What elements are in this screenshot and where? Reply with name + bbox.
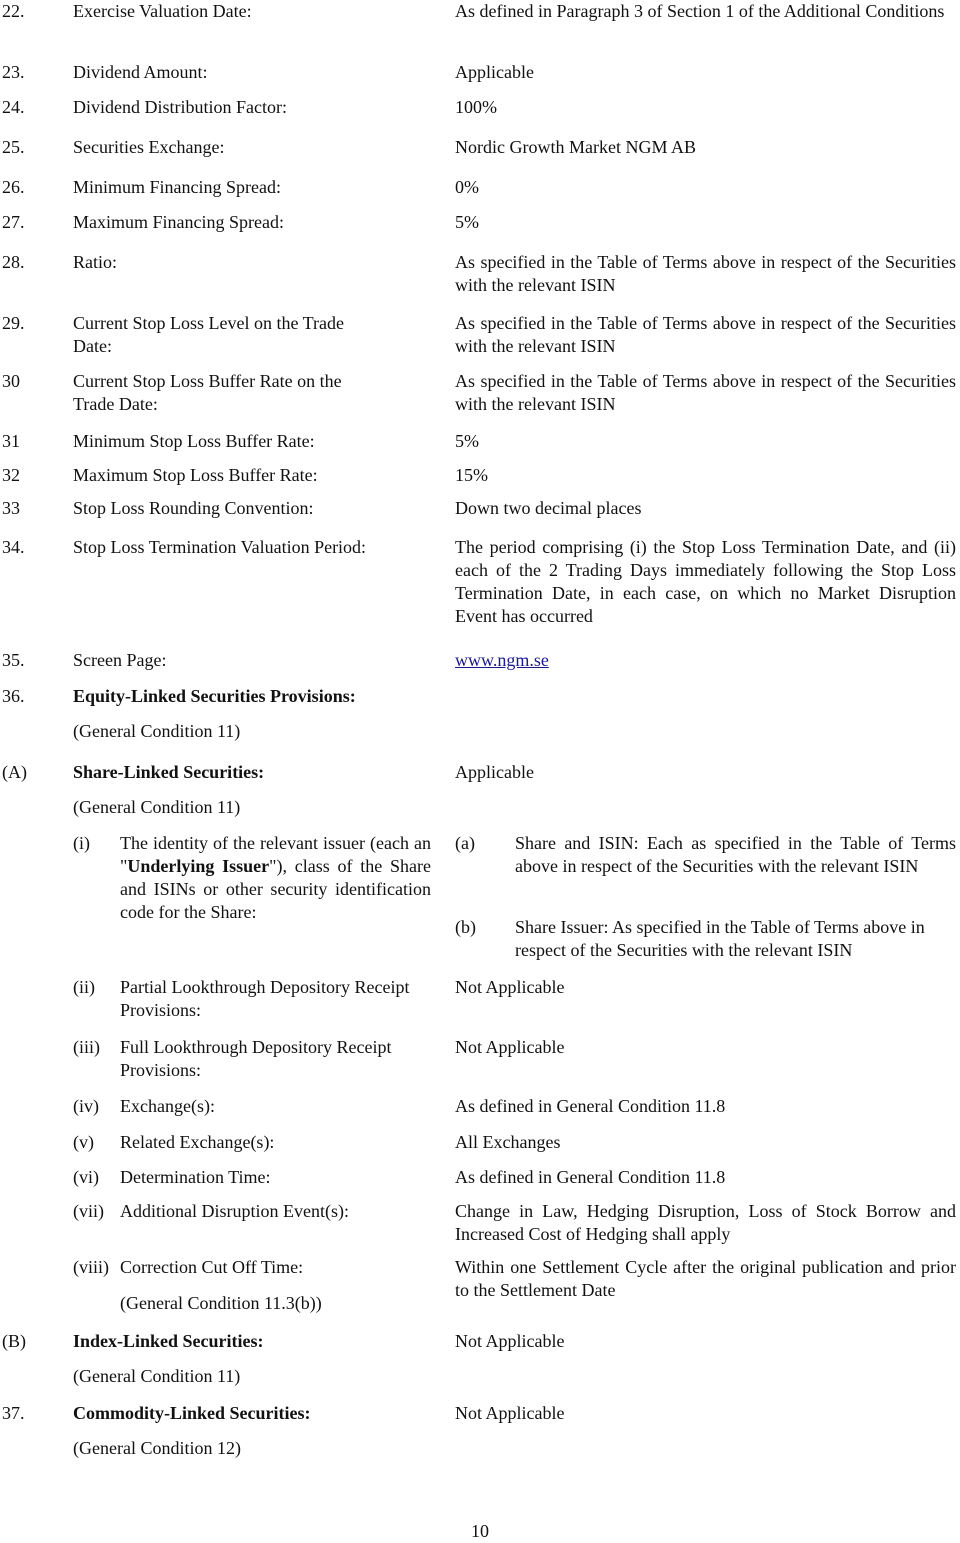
item-26-value: 0% bbox=[455, 177, 479, 197]
item-30-label: Current Stop Loss Buffer Rate on the Trade Date: bbox=[73, 371, 342, 414]
item-36-note: (General Condition 11) bbox=[73, 721, 241, 741]
item-33-label: Stop Loss Rounding Convention: bbox=[73, 498, 314, 518]
item-23-value: Applicable bbox=[455, 62, 534, 82]
sub-ii-value: Not Applicable bbox=[455, 977, 565, 997]
item-25-value: Nordic Growth Market NGM AB bbox=[455, 137, 696, 157]
sub-i-label-bold: Underlying Issuer bbox=[127, 856, 270, 876]
sub-i-label-post: "), class of the Share and ISINs or other security identification code for the Share: bbox=[120, 856, 431, 922]
sub-i-a-number: (a) bbox=[455, 833, 475, 853]
sub-i-b-number: (b) bbox=[455, 917, 476, 937]
item-37-number: 37. bbox=[2, 1403, 25, 1423]
item-35-number: 35. bbox=[2, 650, 25, 670]
item-25-number: 25. bbox=[2, 137, 25, 157]
item-24-label: Dividend Distribution Factor: bbox=[73, 97, 287, 117]
item-36-label: Equity-Linked Securities Provisions: bbox=[73, 686, 356, 706]
item-a-label: Share-Linked Securities: bbox=[73, 762, 265, 782]
item-24-number: 24. bbox=[2, 97, 25, 117]
sub-iv-label: Exchange(s): bbox=[120, 1096, 215, 1116]
item-27-number: 27. bbox=[2, 212, 25, 232]
sub-vii-value: Change in Law, Hedging Disruption, Loss of Stock Borrow and Increased Cost of Hedging shall apply bbox=[455, 1201, 956, 1244]
item-31-number: 31 bbox=[2, 431, 20, 451]
sub-iii-number: (iii) bbox=[73, 1037, 100, 1057]
sub-viii-label: Correction Cut Off Time: bbox=[120, 1257, 304, 1277]
item-28-number: 28. bbox=[2, 252, 25, 272]
item-31-value: 5% bbox=[455, 431, 479, 451]
item-b-number: (B) bbox=[2, 1331, 26, 1351]
item-26-label: Minimum Financing Spread: bbox=[73, 177, 281, 197]
item-32-number: 32 bbox=[2, 465, 20, 485]
sub-vi-value: As defined in General Condition 11.8 bbox=[455, 1167, 726, 1187]
item-34-number: 34. bbox=[2, 537, 25, 557]
sub-vii-number: (vii) bbox=[73, 1201, 104, 1221]
item-34-label: Stop Loss Termination Valuation Period: bbox=[73, 537, 367, 557]
sub-iii-value: Not Applicable bbox=[455, 1037, 565, 1057]
item-33-value: Down two decimal places bbox=[455, 498, 642, 518]
item-32-label: Maximum Stop Loss Buffer Rate: bbox=[73, 465, 318, 485]
item-28-value: As specified in the Table of Terms above in respect of the Securities with the relevant ISIN bbox=[455, 252, 956, 295]
item-23-number: 23. bbox=[2, 62, 25, 82]
item-30-value: As specified in the Table of Terms above in respect of the Securities with the relevant ISIN bbox=[455, 371, 956, 414]
item-32-value: 15% bbox=[455, 465, 488, 485]
sub-v-number: (v) bbox=[73, 1132, 94, 1152]
item-a-value: Applicable bbox=[455, 762, 534, 782]
sub-viii-number: (viii) bbox=[73, 1257, 109, 1277]
item-b-note: (General Condition 11) bbox=[73, 1366, 241, 1386]
sub-i-number: (i) bbox=[73, 833, 90, 853]
item-33-number: 33 bbox=[2, 498, 20, 518]
item-30-number: 30 bbox=[2, 371, 20, 391]
item-22-number: 22. bbox=[2, 1, 25, 21]
item-a-note: (General Condition 11) bbox=[73, 797, 241, 817]
item-28-label: Ratio: bbox=[73, 252, 117, 272]
sub-iv-value: As defined in General Condition 11.8 bbox=[455, 1096, 726, 1116]
item-23-label: Dividend Amount: bbox=[73, 62, 208, 82]
item-b-value: Not Applicable bbox=[455, 1331, 565, 1351]
sub-v-label: Related Exchange(s): bbox=[120, 1132, 275, 1152]
item-26-number: 26. bbox=[2, 177, 25, 197]
item-37-value: Not Applicable bbox=[455, 1403, 565, 1423]
item-36-number: 36. bbox=[2, 686, 25, 706]
item-29-label: Current Stop Loss Level on the Trade Date: bbox=[73, 313, 344, 356]
item-27-label: Maximum Financing Spread: bbox=[73, 212, 284, 232]
page-number: 10 bbox=[471, 1521, 489, 1541]
item-37-note: (General Condition 12) bbox=[73, 1438, 241, 1458]
item-34-value: The period comprising (i) the Stop Loss Termination Date, and (ii) each of the 2 Trading Days immediately following the Stop Loss Termination Date, in each case, on which no Market Disruption Event has occurred bbox=[455, 537, 956, 626]
sub-i-b-value: Share Issuer: As specified in the Table of Terms above in respect of the Securities with the relevant ISIN bbox=[515, 917, 925, 960]
sub-ii-number: (ii) bbox=[73, 977, 95, 997]
item-a-number: (A) bbox=[2, 762, 27, 782]
sub-i-a-value: Share and ISIN: Each as specified in the Table of Terms above in respect of the Securities with the relevant ISIN bbox=[515, 833, 956, 876]
sub-v-value: All Exchanges bbox=[455, 1132, 561, 1152]
item-29-value: As specified in the Table of Terms above in respect of the Securities with the relevant ISIN bbox=[455, 313, 956, 356]
item-b-label: Index-Linked Securities: bbox=[73, 1331, 264, 1351]
sub-vii-label: Additional Disruption Event(s): bbox=[120, 1201, 349, 1221]
item-37-label: Commodity-Linked Securities: bbox=[73, 1403, 311, 1423]
sub-ii-label: Partial Lookthrough Depository Receipt Provisions: bbox=[120, 977, 410, 1020]
sub-vi-label: Determination Time: bbox=[120, 1167, 271, 1187]
sub-iv-number: (iv) bbox=[73, 1096, 99, 1116]
sub-iii-label: Full Lookthrough Depository Receipt Provisions: bbox=[120, 1037, 392, 1080]
item-22-label: Exercise Valuation Date: bbox=[73, 1, 252, 21]
sub-i-label bbox=[120, 832, 431, 924]
item-25-label: Securities Exchange: bbox=[73, 137, 225, 157]
sub-viii-value: Within one Settlement Cycle after the original publication and prior to the Settlement Date bbox=[455, 1257, 956, 1300]
item-24-value: 100% bbox=[455, 97, 497, 117]
screen-page-link[interactable]: www.ngm.se bbox=[455, 650, 549, 670]
sub-viii-note: (General Condition 11.3(b)) bbox=[120, 1293, 322, 1313]
item-22-value: As defined in Paragraph 3 of Section 1 of the Additional Conditions bbox=[455, 1, 945, 21]
sub-vi-number: (vi) bbox=[73, 1167, 99, 1187]
item-35-label: Screen Page: bbox=[73, 650, 167, 670]
sub-i-label-pre: The identity of the relevant issuer (each an " bbox=[120, 833, 431, 876]
item-29-number: 29. bbox=[2, 313, 25, 333]
item-31-label: Minimum Stop Loss Buffer Rate: bbox=[73, 431, 315, 451]
item-27-value: 5% bbox=[455, 212, 479, 232]
